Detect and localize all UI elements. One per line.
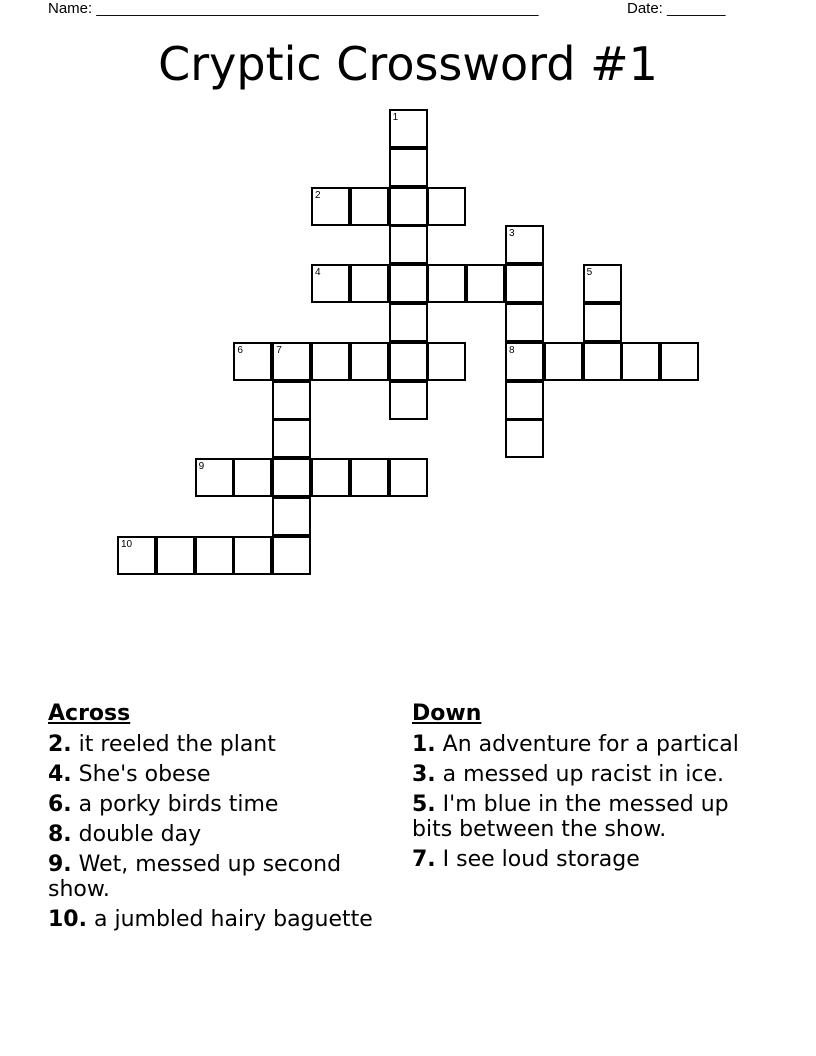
grid-cell[interactable] [389, 148, 428, 187]
grid-cell[interactable] [505, 419, 544, 458]
across-clue [48, 907, 398, 932]
name-field-line: Name: _____________________________________________________ [48, 0, 539, 17]
grid-cell[interactable] [311, 458, 350, 497]
across-clues [48, 701, 398, 937]
clue-text: double day [78, 822, 202, 847]
cell-number: 2 [315, 189, 321, 201]
grid-cell[interactable] [427, 187, 466, 226]
grid-cell[interactable] [389, 109, 428, 148]
grid-cell[interactable] [311, 187, 350, 226]
grid-cell[interactable] [350, 458, 389, 497]
grid-cell[interactable] [311, 264, 350, 303]
clue-number: 8. [48, 822, 72, 847]
grid-cell[interactable] [583, 264, 622, 303]
cell-number: 5 [586, 267, 593, 279]
grid-cell[interactable] [272, 419, 311, 458]
clue-text: a jumbled hairy baguette [93, 907, 373, 932]
cell-number: 1 [392, 112, 399, 123]
grid-cell[interactable] [389, 303, 428, 342]
clue-number: 1. [412, 732, 436, 757]
date-field-line: Date: _______ [627, 0, 726, 17]
cell-number: 7 [276, 344, 282, 356]
clue-number: 5. [412, 792, 436, 817]
grid-cell[interactable] [505, 342, 544, 381]
grid-cell[interactable] [544, 342, 583, 381]
across-clue [48, 762, 398, 787]
grid-cell[interactable] [427, 342, 466, 381]
grid-cell[interactable] [272, 381, 311, 420]
across-heading: Across [48, 701, 131, 726]
grid-cell[interactable] [389, 225, 428, 264]
grid-cell[interactable] [660, 342, 699, 381]
grid-cell[interactable] [427, 264, 466, 303]
down-clue [412, 847, 762, 872]
page-title: Cryptic Crossword #1 [158, 37, 658, 91]
across-clue [48, 852, 398, 902]
clue-text: Wet, messed up second show. [48, 852, 342, 902]
grid-cell[interactable] [233, 458, 272, 497]
cell-number: 6 [237, 344, 243, 356]
down-clues [412, 701, 762, 877]
grid-cell[interactable] [272, 536, 311, 575]
clue-number: 3. [412, 762, 436, 787]
clue-number: 2. [48, 732, 72, 757]
across-clue [48, 792, 398, 817]
grid-cell[interactable] [272, 342, 311, 381]
grid-cell[interactable] [389, 342, 428, 381]
grid-cell[interactable] [389, 381, 428, 420]
grid-cell[interactable] [505, 303, 544, 342]
grid-cell[interactable] [195, 458, 234, 497]
grid-cell[interactable] [156, 536, 195, 575]
grid-cell[interactable] [117, 536, 156, 575]
across-clue [48, 822, 398, 847]
clue-text: An adventure for a partical [442, 732, 739, 757]
down-clue [412, 762, 762, 787]
clue-number: 6. [48, 792, 72, 817]
grid-cell[interactable] [311, 342, 350, 381]
clue-number: 7. [412, 847, 436, 872]
cell-number: 3 [509, 228, 515, 240]
across-clue [48, 732, 398, 757]
grid-cell[interactable] [389, 264, 428, 303]
clue-text: I see loud storage [442, 847, 640, 872]
down-clue [412, 792, 762, 842]
grid-cell[interactable] [389, 458, 428, 497]
grid-cell[interactable] [505, 264, 544, 303]
clue-number: 10. [48, 907, 87, 932]
grid-cell[interactable] [389, 187, 428, 226]
clue-number: 4. [48, 762, 72, 787]
cell-number: 10 [121, 538, 133, 550]
grid-cell[interactable] [233, 342, 272, 381]
grid-cell[interactable] [505, 381, 544, 420]
clue-text: a porky birds time [78, 792, 279, 817]
grid-cell[interactable] [350, 342, 389, 381]
grid-cell[interactable] [621, 342, 660, 381]
clue-text: I'm blue in the messed up bits between the show. [412, 792, 729, 842]
down-clue [412, 732, 762, 757]
cell-number: 9 [198, 461, 205, 473]
grid-cell[interactable] [505, 225, 544, 264]
grid-cell[interactable] [195, 536, 234, 575]
clue-number: 9. [48, 852, 72, 877]
grid-cell[interactable] [350, 187, 389, 226]
grid-cell[interactable] [583, 303, 622, 342]
down-heading: Down [412, 701, 482, 726]
cell-number: 4 [315, 267, 321, 279]
clue-text: a messed up racist in ice. [442, 762, 725, 787]
grid-cell[interactable] [272, 458, 311, 497]
grid-cell[interactable] [583, 342, 622, 381]
cell-number: 8 [509, 344, 515, 356]
clue-text: it reeled the plant [78, 732, 276, 757]
grid-cell[interactable] [272, 497, 311, 536]
grid-cell[interactable] [466, 264, 505, 303]
grid-cell[interactable] [233, 536, 272, 575]
clue-text: She's obese [78, 762, 211, 787]
grid-cell[interactable] [350, 264, 389, 303]
